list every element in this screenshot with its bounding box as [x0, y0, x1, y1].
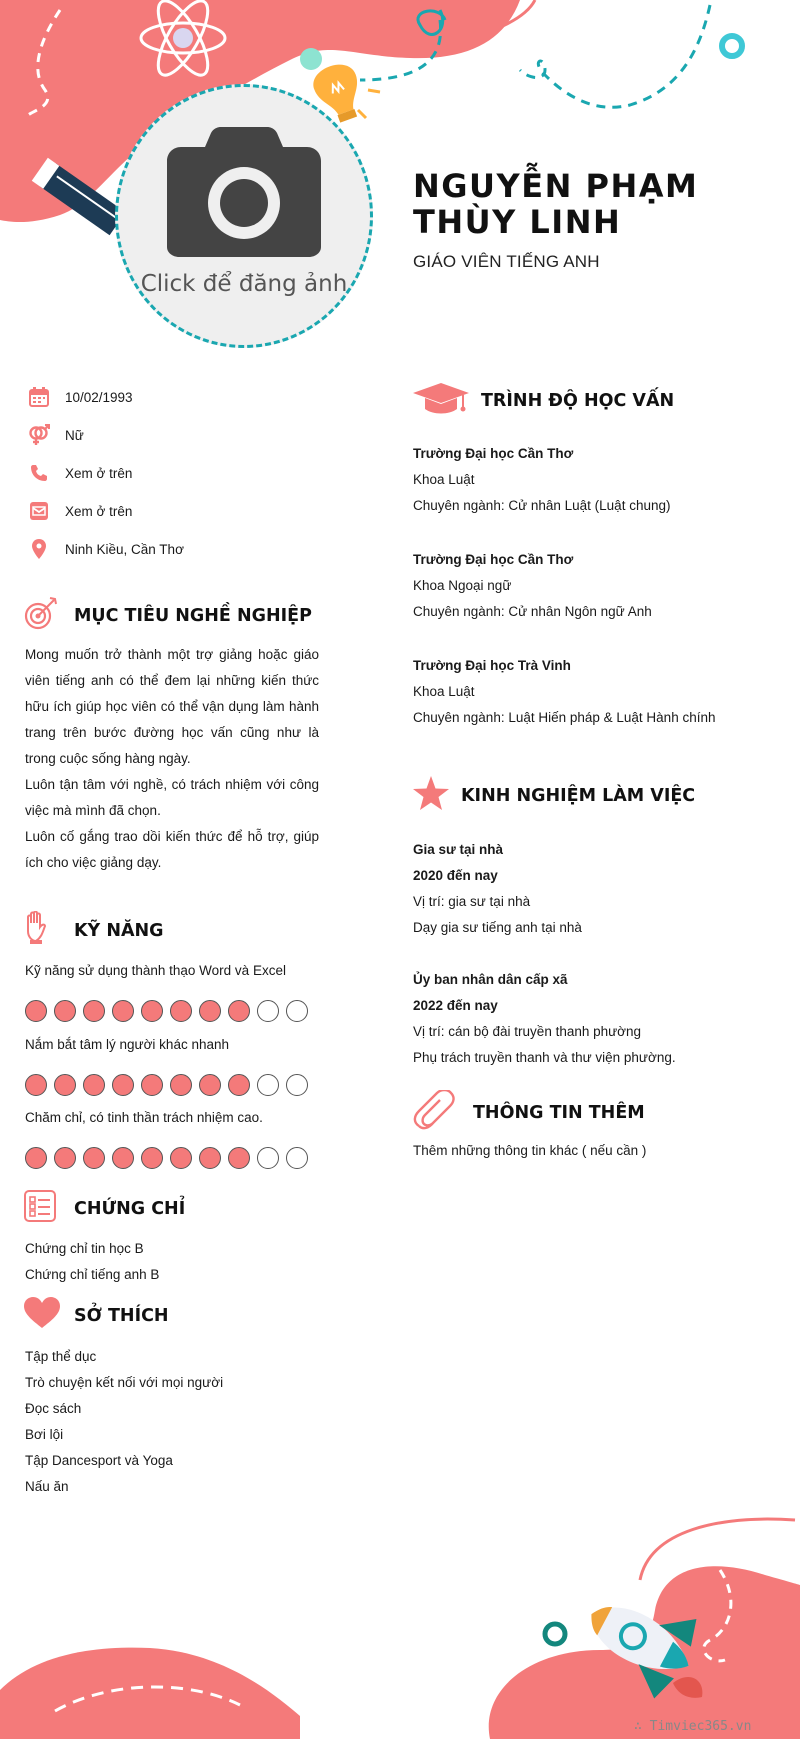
objective-paragraph: Mong muốn trở thành một trợ giảng hoặc giáo viên tiếng anh có thể đem lại những kiến thức hữu ích giúp học viên có thể vận dụng làm hành trang trên bước đường học vấn cũng như là trong cuộc sống hàng ngày. — [25, 647, 319, 766]
skill-dot[interactable] — [286, 1000, 308, 1022]
school-name: Trường Đại học Trà Vinh — [413, 658, 571, 673]
candidate-name: NGUYỄN PHẠM THÙY LINH — [413, 167, 699, 241]
section-title: CHỨNG CHỈ — [74, 1198, 186, 1219]
section-additional-header — [413, 1090, 645, 1135]
phone-icon — [28, 462, 50, 484]
section-title: TRÌNH ĐỘ HỌC VẤN — [481, 390, 675, 411]
contact-phone — [28, 461, 133, 485]
skill-dot[interactable] — [25, 1000, 47, 1022]
experience-item — [413, 967, 676, 1071]
contact-address — [28, 537, 184, 561]
graduation-cap-icon — [413, 381, 481, 420]
skill-dot[interactable] — [141, 1000, 163, 1022]
skill-dot[interactable] — [228, 1147, 250, 1169]
contact-value: Ninh Kiều, Cần Thơ — [65, 541, 184, 557]
section-education-header — [413, 381, 674, 420]
skill-dot[interactable] — [199, 1074, 221, 1096]
section-title: KỸ NĂNG — [74, 920, 164, 941]
skill-dot[interactable] — [25, 1074, 47, 1096]
major: Chuyên ngành: Luật Hiến pháp & Luật Hành chính — [413, 710, 716, 725]
skill-dot[interactable] — [286, 1074, 308, 1096]
photo-caption: Click để đăng ảnh — [140, 271, 348, 297]
section-objective-header — [24, 596, 312, 635]
section-title: THÔNG TIN THÊM — [473, 1102, 645, 1123]
major: Chuyên ngành: Cử nhân Ngôn ngữ Anh — [413, 604, 652, 619]
description: Phụ trách truyền thanh và thư viện phường. — [413, 1050, 676, 1065]
skill-dot[interactable] — [257, 1074, 279, 1096]
skill-item — [25, 963, 286, 983]
email-icon — [28, 500, 50, 522]
skill-dot[interactable] — [141, 1074, 163, 1096]
skill-rating[interactable] — [25, 1074, 308, 1096]
skill-dot[interactable] — [112, 1147, 134, 1169]
contact-value: 10/02/1993 — [65, 389, 133, 405]
contact-value: Xem ở trên — [65, 503, 133, 519]
skill-label: Nắm bắt tâm lý người khác nhanh — [25, 1037, 229, 1052]
skill-dot[interactable] — [170, 1147, 192, 1169]
list-item: Tập thể dục — [25, 1349, 97, 1364]
target-icon — [24, 596, 74, 635]
faculty: Khoa Luật — [413, 684, 475, 699]
skill-dot[interactable] — [83, 1000, 105, 1022]
skill-dot[interactable] — [54, 1000, 76, 1022]
skill-dot[interactable] — [112, 1074, 134, 1096]
photo-upload[interactable] — [115, 84, 373, 348]
skill-dot[interactable] — [25, 1147, 47, 1169]
period: 2020 đến nay — [413, 868, 498, 883]
skill-dot[interactable] — [257, 1147, 279, 1169]
school-name: Trường Đại học Cần Thơ — [413, 446, 574, 461]
additional-text: Thêm những thông tin khác ( nếu cần ) — [413, 1143, 647, 1158]
list-item: Trò chuyện kết nối với mọi người — [25, 1375, 224, 1390]
section-hobbies-header — [24, 1297, 169, 1334]
position: Vị trí: gia sư tại nhà — [413, 894, 531, 909]
contact-gender — [28, 423, 84, 447]
skill-dot[interactable] — [228, 1074, 250, 1096]
location-pin-icon — [28, 538, 50, 560]
calendar-icon — [28, 386, 50, 408]
heart-icon — [24, 1297, 74, 1334]
skill-dot[interactable] — [199, 1147, 221, 1169]
section-experience-header — [413, 776, 695, 815]
skill-dot[interactable] — [199, 1000, 221, 1022]
major: Chuyên ngành: Cử nhân Luật (Luật chung) — [413, 498, 671, 513]
watermark: ∴ Timviec365.vn — [634, 1719, 752, 1734]
skill-rating[interactable] — [25, 1000, 308, 1022]
skill-rating[interactable] — [25, 1147, 308, 1169]
organization: Gia sư tại nhà — [413, 842, 504, 857]
organization: Ủy ban nhân dân cấp xã — [413, 972, 568, 987]
list-item: Bơi lội — [25, 1427, 64, 1442]
skill-dot[interactable] — [286, 1147, 308, 1169]
education-item — [413, 547, 652, 625]
skill-item — [25, 1110, 263, 1130]
experience-item — [413, 837, 582, 941]
section-title: MỤC TIÊU NGHỀ NGHIỆP — [74, 605, 312, 626]
contact-value: Nữ — [65, 427, 84, 443]
skill-dot[interactable] — [170, 1074, 192, 1096]
section-skills-header — [24, 911, 164, 950]
skill-dot[interactable] — [257, 1000, 279, 1022]
checklist-icon — [24, 1190, 74, 1227]
skill-dot[interactable] — [112, 1000, 134, 1022]
skill-dot[interactable] — [83, 1074, 105, 1096]
description: Dạy gia sư tiếng anh tại nhà — [413, 920, 582, 935]
objective-paragraph: Luôn cố gắng trao dồi kiến thức để hỗ trợ, giúp ích cho việc giảng dạy. — [25, 829, 319, 870]
list-item: Tập Dancesport và Yoga — [25, 1453, 173, 1468]
objective-text — [25, 642, 319, 876]
additional-info — [413, 1138, 646, 1164]
hand-icon — [24, 911, 74, 950]
position: Vị trí: cán bộ đài truyền thanh phường — [413, 1024, 642, 1039]
skill-label: Chăm chỉ, có tinh thần trách nhiệm cao. — [25, 1110, 263, 1125]
skill-dot[interactable] — [228, 1000, 250, 1022]
skill-dot[interactable] — [54, 1074, 76, 1096]
faculty: Khoa Ngoại ngữ — [413, 578, 512, 593]
list-item: Chứng chỉ tin học B — [25, 1241, 144, 1256]
job-title: GIÁO VIÊN TIẾNG ANH — [413, 252, 600, 271]
hobbies-list — [25, 1344, 223, 1500]
education-item — [413, 441, 670, 519]
list-item: Đọc sách — [25, 1401, 82, 1416]
gender-icon — [28, 424, 50, 446]
school-name: Trường Đại học Cần Thơ — [413, 552, 574, 567]
skill-dot[interactable] — [54, 1147, 76, 1169]
contact-email — [28, 499, 133, 523]
contact-value: Xem ở trên — [65, 465, 133, 481]
faculty: Khoa Luật — [413, 472, 475, 487]
section-title: KINH NGHIỆM LÀM VIỆC — [461, 785, 696, 806]
certificates-list — [25, 1236, 159, 1288]
paperclip-icon — [413, 1090, 473, 1135]
star-icon — [413, 776, 461, 815]
contact-birthday — [28, 385, 133, 409]
objective-paragraph: Luôn tận tâm với nghề, có trách nhiệm với công việc mà mình đã chọn. — [25, 777, 319, 818]
list-item: Chứng chỉ tiếng anh B — [25, 1267, 160, 1282]
section-title: SỞ THÍCH — [74, 1305, 169, 1326]
skill-dot[interactable] — [141, 1147, 163, 1169]
skill-item — [25, 1037, 229, 1057]
list-item: Nấu ăn — [25, 1479, 69, 1494]
skill-dot[interactable] — [83, 1147, 105, 1169]
camera-icon — [167, 127, 321, 257]
section-certificates-header — [24, 1190, 185, 1227]
education-item — [413, 653, 715, 731]
skill-dot[interactable] — [170, 1000, 192, 1022]
skill-label: Kỹ năng sử dụng thành thạo Word và Excel — [25, 963, 286, 978]
period: 2022 đến nay — [413, 998, 498, 1013]
